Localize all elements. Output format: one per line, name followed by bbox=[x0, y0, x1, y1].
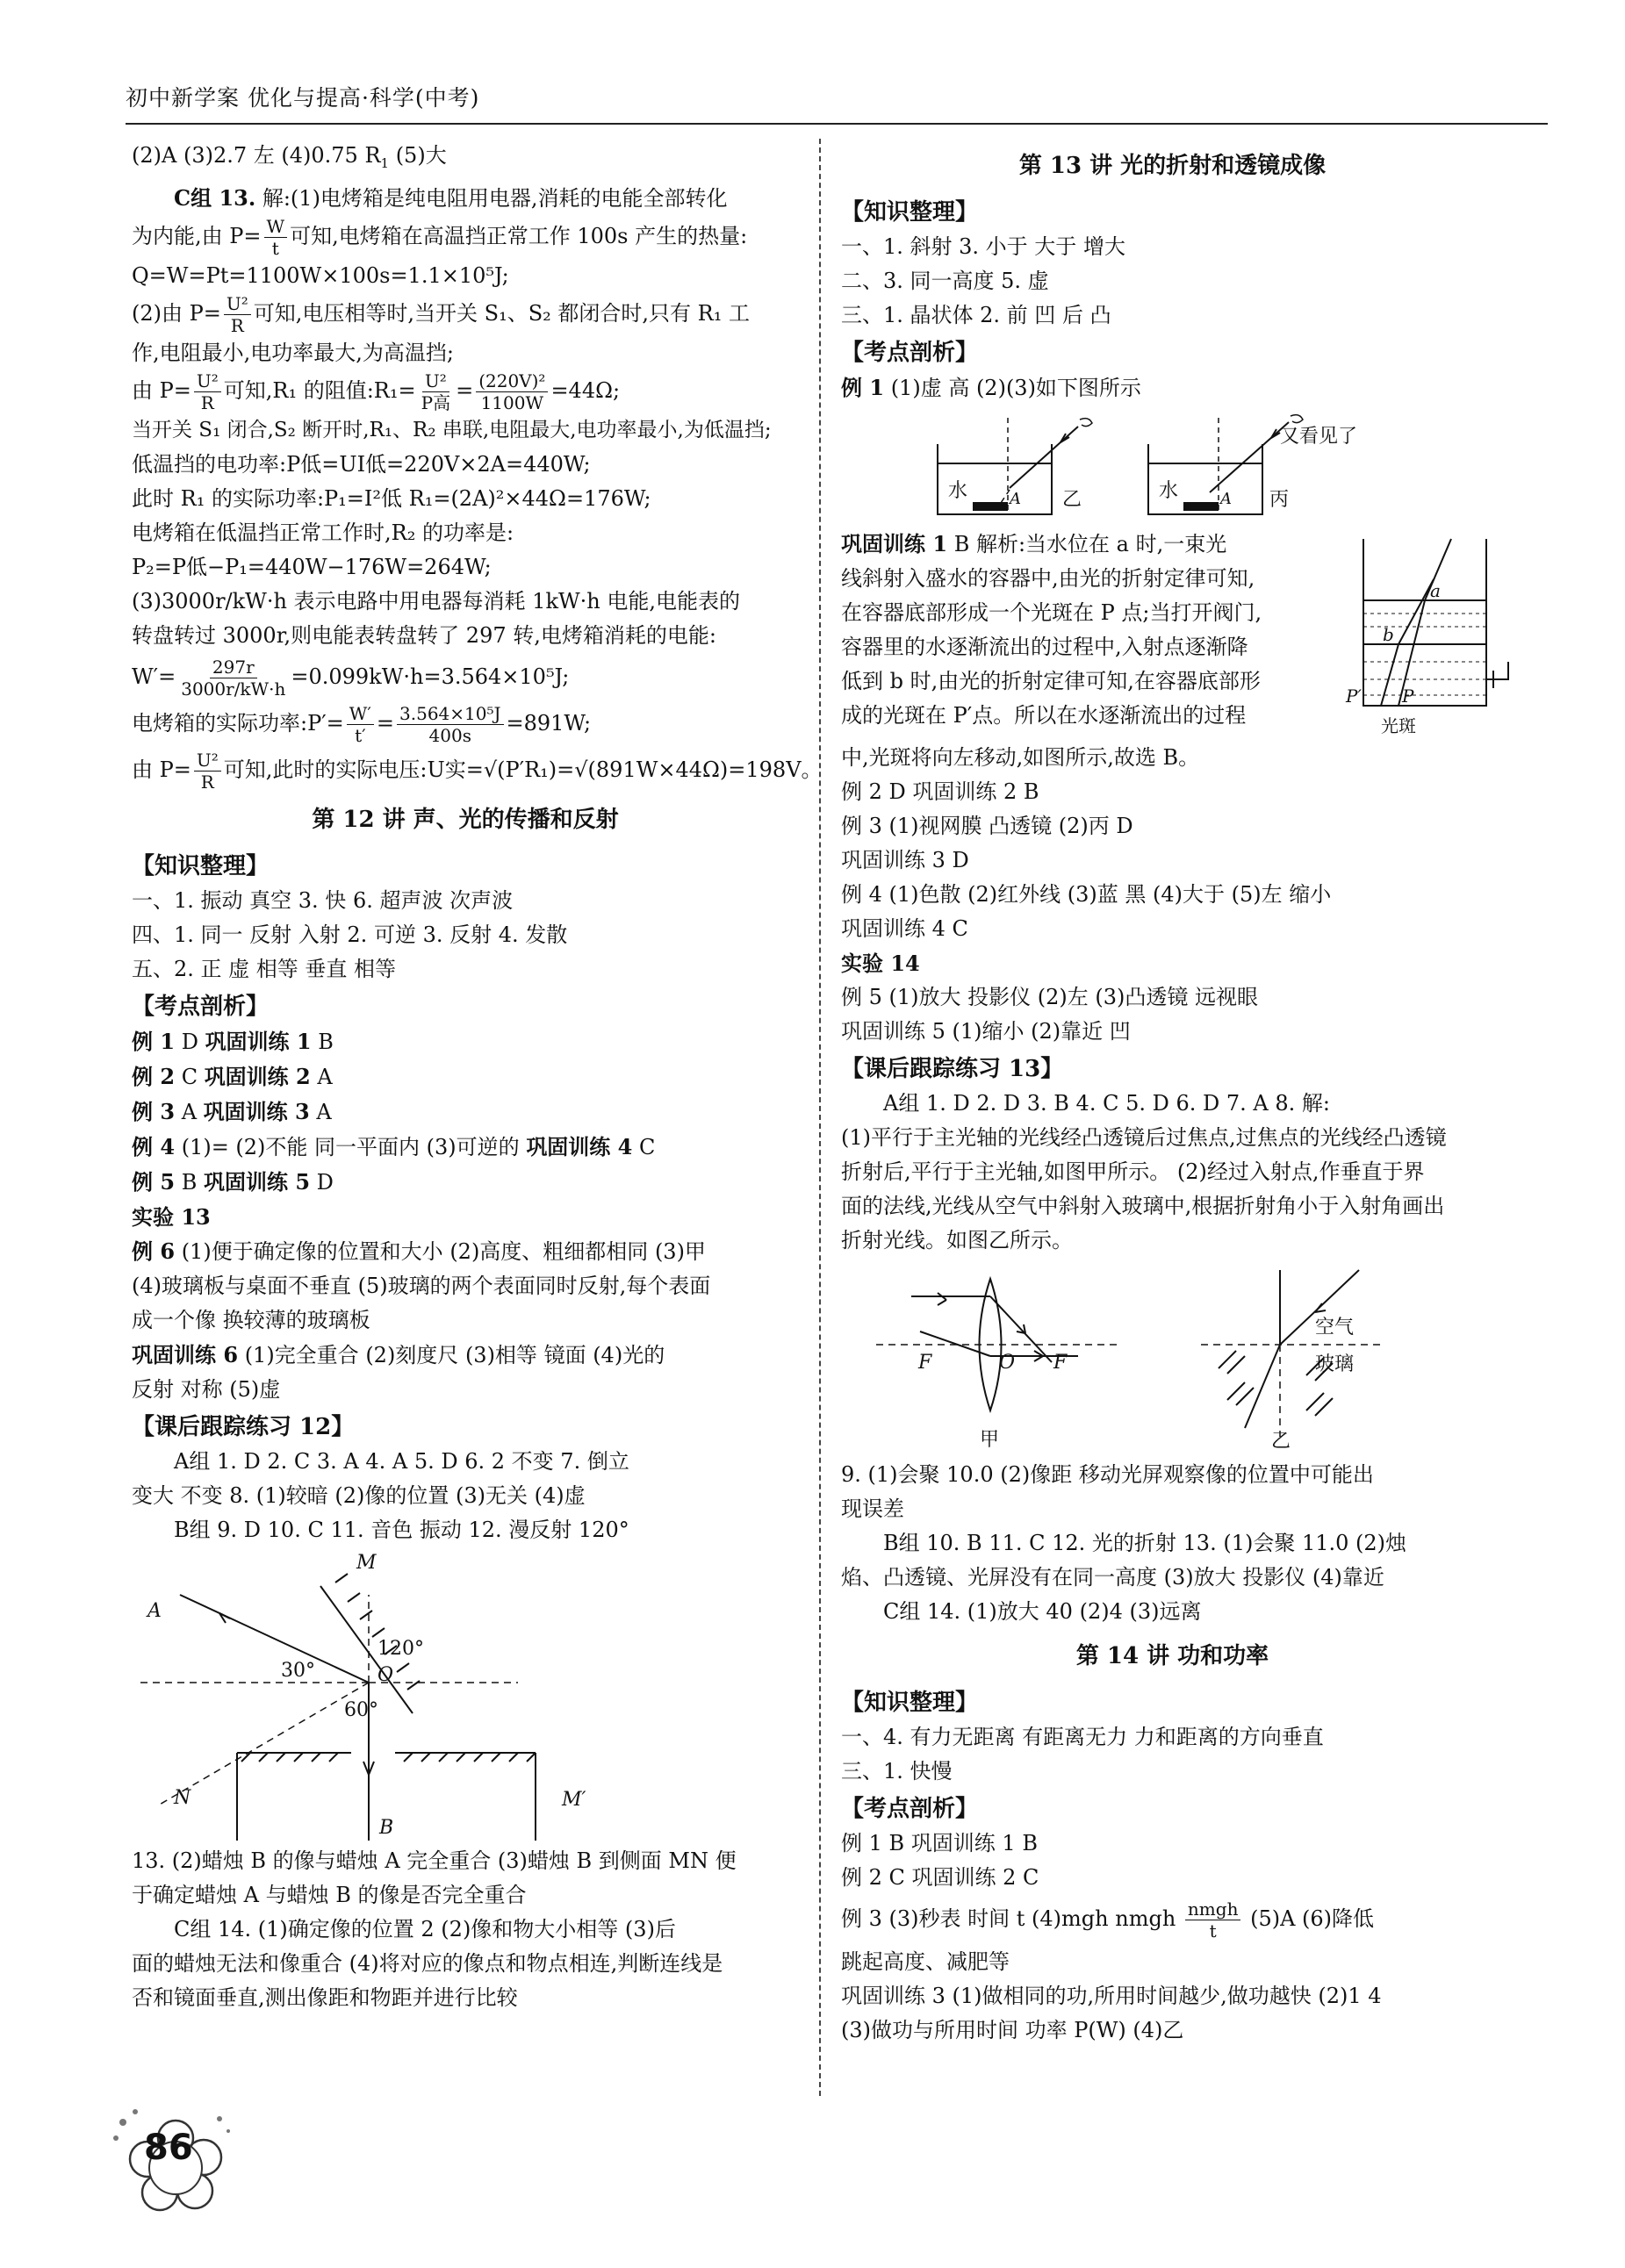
answer-line: 否和镜面垂直,测出像距和物距并进行比较 bbox=[132, 1984, 518, 2010]
answer-line: 三、1. 晶状体 2. 前 凹 后 凸 bbox=[841, 303, 1111, 327]
answer-line: 例 3 A 巩固训练 3 A bbox=[132, 1098, 332, 1124]
answer-line: 线斜射入盛水的容器中,由光的折射定律可知, bbox=[841, 566, 1255, 591]
answer-line: 例 2 C 巩固训练 2 C bbox=[841, 1865, 1039, 1890]
eye-icon bbox=[1291, 415, 1303, 423]
label-b: b bbox=[1383, 624, 1394, 645]
label-M-prime: M′ bbox=[562, 1788, 586, 1811]
label-F: F bbox=[1053, 1352, 1068, 1374]
answer-line: 例 3 (3)秒表 时间 t (4)mgh nmgh $\frac{\text{nmgh}}{t}$ (5)A (6)降低 bbox=[841, 1898, 1375, 1941]
label-air: 空气 bbox=[1315, 1317, 1355, 1339]
lecture-13-title: 第 13 讲 光的折射和透镜成像 bbox=[1018, 153, 1327, 179]
fraction: $\frac{\text{(220V)²}}{1100W}$ bbox=[476, 370, 548, 413]
fraction: $\frac{297r}{3000r/kW\cdot h}$ bbox=[181, 656, 286, 700]
answer-line: 折射光线。如图乙所示。 bbox=[841, 1228, 1073, 1252]
answer-line: (2)由 P= $\frac{\text{U²}}{R}$ 可知,电压相等时,当开关 S₁、S₂ 都闭合时,只有 R₁ 工 bbox=[132, 292, 750, 336]
label-B: B bbox=[379, 1816, 394, 1839]
answer-line: 中,光斑将向左移动,如图所示,故选 B。 bbox=[841, 745, 1200, 770]
answer-line: B组 10. B 11. C 12. 光的折射 13. (1)会聚 11.0 (2)烛 bbox=[883, 1531, 1407, 1555]
answer-line: 一、1. 振动 真空 3. 快 6. 超声波 次声波 bbox=[132, 887, 514, 913]
reflection-diagram bbox=[132, 1551, 676, 1841]
right-column bbox=[841, 139, 1504, 2048]
label-yi: 乙 bbox=[1271, 1431, 1291, 1453]
fraction: $\frac{W}{t}$ bbox=[264, 216, 288, 259]
label-P-prime: P′ bbox=[1346, 685, 1362, 707]
answer-line: 反射 对称 (5)虚 bbox=[132, 1376, 281, 1402]
label-jia: 甲 bbox=[980, 1429, 1000, 1451]
coin-bar bbox=[1183, 502, 1219, 511]
left-column bbox=[132, 139, 823, 2015]
label-bing: 丙 bbox=[1269, 489, 1290, 511]
section-heading: 【课后跟踪练习 12】 bbox=[132, 1413, 355, 1440]
label-A: A bbox=[1010, 490, 1021, 508]
answer-line: C组 14. (1)放大 40 (2)4 (3)远离 bbox=[883, 1599, 1202, 1624]
label-water: 水 bbox=[948, 480, 968, 502]
answer-line: 四、1. 同一 反射 入射 2. 可逆 3. 反射 4. 发散 bbox=[132, 922, 568, 947]
answer-line: B组 9. D 10. C 11. 音色 振动 12. 漫反射 120° bbox=[174, 1517, 629, 1542]
answer-line: 例 1 D 巩固训练 1 B bbox=[132, 1028, 334, 1054]
label-a: a bbox=[1430, 580, 1441, 601]
lecture-14-title: 第 14 讲 功和功率 bbox=[1075, 1643, 1269, 1669]
answer-line: 例 4 (1)= (2)不能 同一平面内 (3)可逆的 巩固训练 4 C bbox=[132, 1133, 656, 1159]
label-F: F bbox=[918, 1352, 932, 1374]
running-header: 初中新学案 优化与提高·科学(中考) bbox=[126, 85, 480, 111]
answer-line: 成的光斑在 P′点。所以在水逐渐流出的过程 bbox=[841, 703, 1247, 728]
fraction: $\frac{\text{U²}}{\text{P高}}$ bbox=[421, 370, 451, 413]
section-heading: 【考点剖析】 bbox=[841, 1796, 979, 1822]
label-glass: 玻璃 bbox=[1315, 1353, 1355, 1375]
answer-line: 巩固训练 1 B 解析:当水位在 a 时,一束光 bbox=[841, 531, 1227, 556]
answer-line: 二、3. 同一高度 5. 虚 bbox=[841, 269, 1049, 293]
lens-diagrams bbox=[841, 1261, 1385, 1454]
label-seen-again: 又看见了 bbox=[1280, 426, 1358, 448]
answer-line: 作,电阻最小,电功率最大,为高温挡; bbox=[132, 340, 454, 365]
answer-line: 由 P= $\frac{\text{U²}}{R}$ 可知,R₁ 的阻值:R₁= $\frac{\text{U²}}{\text{P高}}$ = $\frac{\text{(220V)²}}{1100W}$ =44Ω; bbox=[132, 370, 621, 413]
fraction: $\frac{\text{U²}}{R}$ bbox=[194, 370, 221, 413]
section-heading: 【课后跟踪练习 13】 bbox=[841, 1056, 1064, 1082]
answer-line: A组 1. D 2. D 3. B 4. C 5. D 6. D 7. A 8. 解: bbox=[883, 1091, 1330, 1116]
label-yi: 乙 bbox=[1062, 489, 1082, 511]
label-P: P bbox=[1402, 685, 1414, 707]
column-divider bbox=[819, 139, 821, 2096]
answer-line: 巩固训练 6 (1)完全重合 (2)刻度尺 (3)相等 镜面 (4)光的 bbox=[132, 1341, 665, 1367]
label-M: M bbox=[356, 1551, 377, 1574]
answer-line: 巩固训练 3 D bbox=[841, 848, 969, 872]
answer-line: 一、1. 斜射 3. 小于 大于 增大 bbox=[841, 234, 1125, 259]
answer-line: 三、1. 快慢 bbox=[841, 1759, 953, 1784]
answer-line: 低到 b 时,由光的折射定律可知,在容器底部形 bbox=[841, 669, 1261, 693]
answer-line: 例 5 (1)放大 投影仪 (2)左 (3)凸透镜 远视眼 bbox=[841, 985, 1259, 1009]
answer-line: 电烤箱的实际功率:P′= $\frac{W'}{t'}$ = $\frac{\text{3.564×10⁵J}}{400s}$ =891W; bbox=[132, 702, 592, 746]
answer-line: Q=W=Pt=1100W×100s=1.1×10⁵J; bbox=[132, 262, 509, 288]
answer-line: C组 14. (1)确定像的位置 2 (2)像和物大小相等 (3)后 bbox=[174, 1916, 676, 1941]
fraction: $\frac{\text{nmgh}}{t}$ bbox=[1185, 1898, 1241, 1941]
answer-line: 当开关 S₁ 闭合,S₂ 断开时,R₁、R₂ 串联,电阻最大,电功率最小,为低温挡; bbox=[132, 418, 772, 441]
page-number: 86 bbox=[144, 2128, 193, 2168]
header-rule bbox=[126, 123, 1548, 125]
answer-line: (2)A (3)2.7 左 (4)0.75 $R_1$ (5)大 bbox=[132, 143, 447, 171]
answer-line: 跳起高度、减肥等 bbox=[841, 1949, 1010, 1974]
experiment-label: 实验 13 bbox=[132, 1203, 211, 1230]
answer-line: 现误差 bbox=[841, 1496, 904, 1521]
section-heading: 【知识整理】 bbox=[841, 1690, 979, 1716]
answer-line: (1)平行于主光轴的光线经凸透镜后过焦点,过焦点的光线经凸透镜 bbox=[841, 1125, 1447, 1150]
label-light-spot: 光斑 bbox=[1381, 715, 1416, 736]
section-heading: 【知识整理】 bbox=[841, 199, 979, 226]
label-60: 60° bbox=[344, 1698, 378, 1721]
experiment-label: 实验 14 bbox=[841, 951, 920, 976]
label-water: 水 bbox=[1159, 480, 1179, 502]
fraction: $\frac{W'}{t'}$ bbox=[347, 703, 374, 746]
fraction: $\frac{\text{U²}}{R}$ bbox=[224, 293, 251, 336]
lecture-12-title: 第 12 讲 声、光的传播和反射 bbox=[312, 806, 619, 833]
answer-line: 五、2. 正 虚 相等 垂直 相等 bbox=[132, 956, 397, 981]
coin-bar bbox=[973, 502, 1008, 511]
fraction: $\frac{\text{3.564×10⁵J}}{400s}$ bbox=[397, 703, 504, 746]
answer-line: 例 6 (1)便于确定像的位置和大小 (2)高度、粗细都相同 (3)甲 bbox=[132, 1238, 706, 1264]
answer-line: 为内能,由 P= $\frac{W}{t}$ 可知,电烤箱在高温挡正常工作 100s 产生的热量: bbox=[132, 215, 748, 259]
answer-line: 面的法线,光线从空气中斜射入玻璃中,根据折射角小于入射角画出 bbox=[841, 1194, 1445, 1218]
answer-line: 由 P= $\frac{\text{U²}}{R}$ 可知,此时的实际电压:U实=√(P′R₁)=√(891W×44Ω)=198V。 bbox=[132, 749, 823, 793]
answer-line: 例 2 D 巩固训练 2 B bbox=[841, 779, 1039, 804]
answer-line: W′= $\frac{297r}{3000r/kW\cdot h}$ =0.099kW·h=3.564×10⁵J; bbox=[132, 656, 570, 700]
answer-line: 9. (1)会聚 10.0 (2)像距 移动光屏观察像的位置中可能出 bbox=[841, 1462, 1374, 1487]
answer-line: 于确定蜡烛 A 与蜡烛 B 的像是否完全重合 bbox=[132, 1882, 527, 1907]
answer-line: 转盘转过 3000r,则电能表转盘转了 297 转,电烤箱消耗的电能: bbox=[132, 622, 716, 648]
answer-line: 例 1 (1)虚 高 (2)(3)如下图所示 bbox=[841, 375, 1141, 400]
answer-line: 13. (2)蜡烛 B 的像与蜡烛 A 完全重合 (3)蜡烛 B 到侧面 MN 便 bbox=[132, 1848, 737, 1873]
answer-line: 巩固训练 3 (1)做相同的功,所用时间越少,做功越快 (2)1 4 bbox=[841, 1984, 1382, 2008]
answer-line: 变大 不变 8. (1)较暗 (2)像的位置 (3)无关 (4)虚 bbox=[132, 1482, 586, 1508]
answer-line: 折射后,平行于主光轴,如图甲所示。 (2)经过入射点,作垂直于界 bbox=[841, 1159, 1425, 1184]
answer-line: 容器里的水逐渐流出的过程中,入射点逐渐降 bbox=[841, 635, 1248, 659]
section-heading: 【知识整理】 bbox=[132, 852, 270, 879]
answer-line: 低温挡的电功率:P低=UI低=220V×2A=440W; bbox=[132, 451, 591, 477]
answer-line: A组 1. D 2. C 3. A 4. A 5. D 6. 2 不变 7. 倒立 bbox=[174, 1448, 629, 1474]
answer-line: 焰、凸透镜、光屏没有在同一高度 (3)放大 投影仪 (4)靠近 bbox=[841, 1565, 1384, 1590]
answer-line: 例 1 B 巩固训练 1 B bbox=[841, 1831, 1038, 1855]
answer-line: C组 13. 解:(1)电烤箱是纯电阻用电器,消耗的电能全部转化 bbox=[174, 184, 728, 211]
answer-line: 巩固训练 5 (1)缩小 (2)靠近 凹 bbox=[841, 1019, 1131, 1044]
answer-line: 成一个像 换较薄的玻璃板 bbox=[132, 1307, 370, 1332]
answer-line: 在容器底部形成一个光斑在 P 点;当打开阀门, bbox=[841, 600, 1262, 625]
answer-line: P₂=P低−P₁=440W−176W=264W; bbox=[132, 554, 492, 579]
label-120: 120° bbox=[377, 1637, 424, 1660]
label-A: A bbox=[147, 1599, 162, 1622]
label-30: 30° bbox=[281, 1659, 315, 1682]
water-tank-diagram bbox=[1346, 530, 1504, 741]
answer-line: 电烤箱在低温挡正常工作时,R₂ 的功率是: bbox=[132, 520, 514, 545]
answer-line: 例 4 (1)色散 (2)红外线 (3)蓝 黑 (4)大于 (5)左 缩小 bbox=[841, 882, 1332, 907]
answer-line: 例 3 (1)视网膜 凸透镜 (2)丙 D bbox=[841, 814, 1133, 838]
eye-icon bbox=[1080, 419, 1092, 427]
answer-line: (4)玻璃板与桌面不垂直 (5)玻璃的两个表面同时反射,每个表面 bbox=[132, 1273, 711, 1298]
label-O: O bbox=[999, 1352, 1016, 1374]
answer-line: 例 2 C 巩固训练 2 A bbox=[132, 1063, 333, 1089]
answer-line: 例 5 B 巩固训练 5 D bbox=[132, 1168, 334, 1195]
label-N: N bbox=[174, 1786, 191, 1809]
answer-line: (3)3000r/kW·h 表示电路中用电器每消耗 1kW·h 电能,电能表的 bbox=[132, 588, 741, 614]
answer-line: (3)做功与所用时间 功率 P(W) (4)乙 bbox=[841, 2018, 1184, 2042]
label-O: O bbox=[377, 1663, 394, 1686]
section-heading: 【考点剖析】 bbox=[841, 340, 979, 366]
label-A: A bbox=[1220, 490, 1232, 508]
answer-line: 此时 R₁ 的实际功率:P₁=I²低 R₁=(2A)²×44Ω=176W; bbox=[132, 485, 651, 511]
refraction-cups-diagram bbox=[841, 409, 1358, 523]
answer-line: 巩固训练 4 C bbox=[841, 916, 968, 941]
answer-line: 面的蜡烛无法和像重合 (4)将对应的像点和物点相连,判断连线是 bbox=[132, 1950, 723, 1976]
answer-line: 一、4. 有力无距离 有距离无力 力和距离的方向垂直 bbox=[841, 1725, 1324, 1749]
section-heading: 【考点剖析】 bbox=[132, 993, 270, 1020]
fraction: $\frac{\text{U²}}{R}$ bbox=[194, 750, 221, 793]
